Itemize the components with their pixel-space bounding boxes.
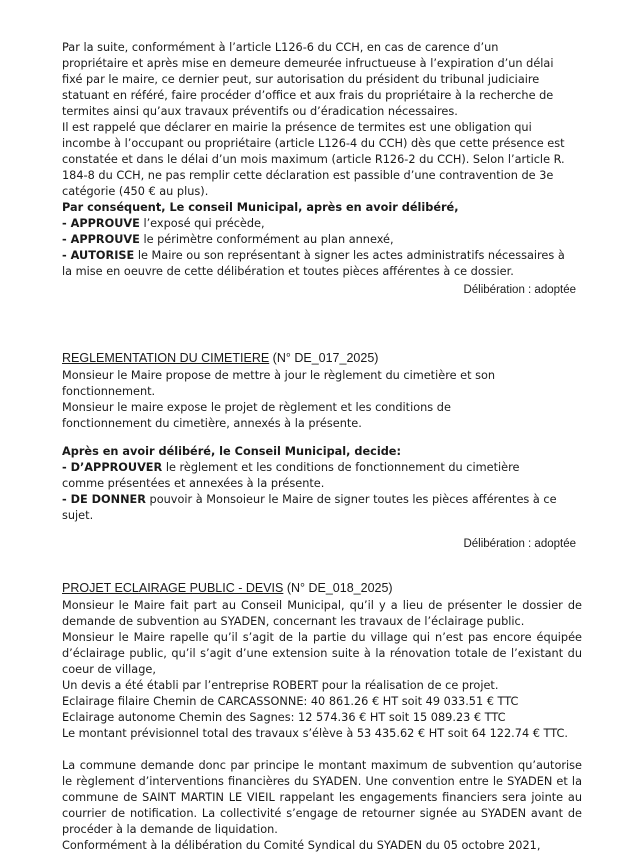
paragraph: Conformément à la délibération du Comité Syndical du SYADEN du 05 octobre 2021, xyxy=(62,839,541,852)
section-heading: PROJET ECLAIRAGE PUBLIC - DEVIS xyxy=(62,581,284,595)
paragraph: Monsieur le maire expose le projet de règlement et les conditions de fonctionnement du cimetière, annexés à la présente. xyxy=(62,401,451,430)
section-ref: (N° DE_018_2025) xyxy=(283,581,393,595)
decision-item xyxy=(62,460,532,492)
paragraph: Monsieur le Maire rapelle qu’il s’agit de la partie du village qui n’est pas encore équipée d’éclairage public, qu’il s’agit d’une extension suite à la rénovation totale de l’existant du coeur de village, xyxy=(62,631,582,676)
decision-keyword: - APPROUVE xyxy=(62,233,140,246)
decision-keyword: - APPROUVE xyxy=(62,217,140,230)
paragraph: Par la suite, conformément à l’article L126-6 du CCH, en cas de carence d’un propriétaire et après mise en demeure demeurée infructueuse à l’expiration d’un délai fixé par le maire, ce dernier peut, sur autorisation du président du tribunal judiciaire statuant en référé, faire procéder d’office et aux frais du propriétaire à la recherche de termites ainsi qu’aux travaux préventifs ou d’éradication nécessaires. xyxy=(62,41,554,118)
section-heading: REGLEMENTATION DU CIMETIERE xyxy=(62,351,270,365)
decision-item xyxy=(62,492,582,524)
deliberation-verdict: Délibération : adoptée xyxy=(463,538,576,550)
paragraph: Monsieur le Maire fait part au Conseil Municipal, qu’il y a lieu de présenter le dossier de demande de subvention au SYADEN, concernant les travaux de l’éclairage public. xyxy=(62,599,582,628)
document-page xyxy=(62,40,582,854)
decision-text: pouvoir à Monsoieur le Maire de signer toutes les pièces afférentes à ce sujet. xyxy=(62,493,557,522)
decision-item xyxy=(62,216,582,232)
decision-keyword: - AUTORISE xyxy=(62,249,135,262)
decision-keyword: - DE DONNER xyxy=(62,493,146,506)
paragraph: Un devis a été établi par l’entreprise ROBERT pour la réalisation de ce projet. xyxy=(62,679,499,692)
section-title xyxy=(62,350,582,366)
decision-intro: Par conséquent, Le conseil Municipal, après en avoir délibéré, xyxy=(62,201,459,214)
paragraph: Monsieur le Maire propose de mettre à jour le règlement du cimetière et son fonctionnement. xyxy=(62,369,496,398)
decision-text: le Maire ou son représentant à signer les actes administratifs nécessaires à la mise en oeuvre de cette délibération et toutes pièces afférentes à ce dossier. xyxy=(62,249,565,278)
decision-text: le règlement et les conditions de fonctionnement du cimetière comme présentées et annexées à la présente. xyxy=(62,461,520,490)
cost-line: Eclairage autonome Chemin des Sagnes: 12 574.36 € HT soit 15 089.23 € TTC xyxy=(62,711,506,724)
decision-keyword: - D’APPROUVER xyxy=(62,461,163,474)
decision-text: l’exposé qui précède, xyxy=(139,217,265,230)
decision-intro: Après en avoir délibéré, le Conseil Municipal, decide: xyxy=(62,445,401,458)
decision-item xyxy=(62,232,582,248)
paragraph: Il est rappelé que déclarer en mairie la présence de termites est une obligation qui incombe à l’occupant ou propriétaire (article L126-4 du CCH) dès que cette présence est constatée et dans le délai d’un mois maximum (article R126-2 du CCH). Selon l’article R. 184-8 du CCH, ne pas remplir cette déclaration est passible d’une contravention de 3e catégorie (450 € au plus). xyxy=(62,121,565,198)
section-title xyxy=(62,580,582,596)
cost-total: Le montant prévisionnel total des travaux s’élève à 53 435.62 € HT soit 64 122.74 € TTC. xyxy=(62,727,568,740)
decision-text: le périmètre conformément au plan annexé, xyxy=(139,233,394,246)
paragraph: La commune demande donc par principe le montant maximum de subvention qu’autorise le règlement d’interventions financières du SYADEN. Une convention entre le SYADEN et la commune de SAINT MARTIN LE VIEIL rappelant les engagements financiers sera jointe au courrier de notification. La collectivité s’engage de retourner signée au SYADEN avant de procéder à la demande de liquidation. xyxy=(62,759,582,836)
decision-item xyxy=(62,248,574,280)
cost-line: Eclairage filaire Chemin de CARCASSONNE: 40 861.26 € HT soit 49 033.51 € TTC xyxy=(62,695,519,708)
deliberation-verdict: Délibération : adoptée xyxy=(463,284,576,296)
section-ref: (N° DE_017_2025) xyxy=(269,351,379,365)
